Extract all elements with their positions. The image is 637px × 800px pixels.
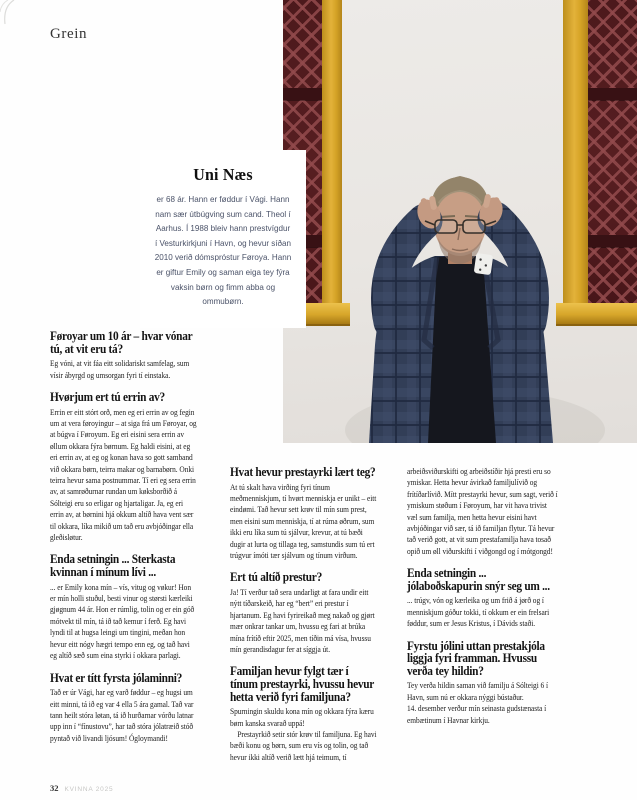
answer-paragraph: Tað er úr Vági, har eg varð føddur – eg hugsi um eitt minni, tá ið eg var 4 ella 5 ára gamal. Tað var tann heilt stóra løtan, tá ið hurðarnar vórðu latnar upp inn í “fínustovu”, har tað stóra jólatræið stóð pyntað við livandi ljósum! Ógloymandi! bbox=[50, 688, 194, 743]
portrait-photo bbox=[283, 0, 637, 443]
page-number: 32 bbox=[50, 783, 59, 793]
corner-ornament-icon bbox=[0, 0, 22, 26]
article-column-3 bbox=[407, 466, 559, 726]
article-section bbox=[50, 672, 198, 745]
question-heading: Familjan hevur fylgt tær í tínum prestayrki, hvussu hevur hetta verið fyri familjuna? bbox=[230, 664, 374, 704]
profile-name: Uni Næs bbox=[193, 165, 253, 184]
question-heading: Hvørjum ert tú errin av? bbox=[50, 390, 165, 404]
answer-paragraph: ... er Emily kona mín – vís, vitug og vøkur! Hon er mín holli stuðul, besti vinur og størsti kærleiki gjøgnum 44 ár. Hon er rúmlig, tolin og er ein góð mótvekt til mín, tá ið tað kemur í ferð. Eg havi lyndi til at hugsa leingi um tingini, meðan hon hevur eitt nógv hægri tempo enn eg, og tað havi eg altíð sæð sum eina styrki í okkara parlagi. bbox=[50, 582, 195, 661]
profile-bio: er 68 ár. Hann er føddur í Vági. Hann nam sær útbúgving sum cand. Theol í Aarhus. Í 1988 bleiv hann prestvígdur í Vesturkirkjuni í Havn, og hevur síðan 2010 verið dómspróstur Føroya. Hann er giftur Emily og saman eiga tey fýra vaksin børn og fimm abba og ommubørn. bbox=[154, 194, 292, 307]
profile-card bbox=[140, 150, 306, 328]
answer-paragraph: Ja! Tí verður tað sera undarligt at fara undir eitt nýtt tíðarskeið, har eg “bert” eri prestur í hjartanum. Eg havi fyrireikað meg nakað og gjørt mær onkrar tankar um, hvussu eg fari at brúka mína frítíð eftir 2025, men tíðin má vísa, hvussu mín gerandisdagur fer at síggja út. bbox=[230, 588, 375, 655]
man-adjusting-glasses bbox=[283, 0, 637, 443]
magazine-name: KVINNA 2025 bbox=[64, 786, 114, 793]
answer-paragraph: Eg vóni, at vit fáa eitt solidariskt samfelag, sum vísir ábyrgd og umsorgan fyri tí einstaka. bbox=[50, 359, 190, 380]
article-section bbox=[230, 665, 378, 763]
question-heading: Fyrstu jólini uttan prestakjóla liggja fyri framman. Hvussu verða tey hildin? bbox=[407, 638, 545, 678]
article-section bbox=[407, 567, 559, 629]
article-section bbox=[407, 640, 559, 726]
article-section bbox=[50, 391, 198, 543]
article-section bbox=[50, 553, 198, 661]
page-footer bbox=[50, 783, 113, 793]
article-column-2 bbox=[230, 466, 378, 763]
answer-paragraph: 14. desember verður mín seinasta gudstænasta í embætinum í Havnar kirkju. bbox=[407, 704, 547, 725]
answer-paragraph: arbeiðsviðurskifti og arbeiðstíðir hjá presti eru so ymiskar. Hetta hevur ávirkað familjulívið og frítíðarlívið. Mítt prestayrki hevur, sum sagt, verið í ymiskum støðum í Føroyum, har vit hava trivist væl sum familja, men hetta hevur eisini havt avbjóðingar við sær, tá ið familjan flytur. Tá hevur tað verið gott, at vit sum prestafamilja hava tosað opið um øll viðurskifti í viðgongd og í mótgongd! bbox=[407, 467, 558, 556]
article-section bbox=[230, 571, 378, 655]
answer-paragraph: Spurningin skuldu kona mín og okkara fýra kæru børn kanska svarað uppá! bbox=[230, 707, 374, 728]
answer-paragraph: Errin er eitt stórt orð, men eg eri errin av og fegin um at vera føroyingur – at siga frá um Føroyar, og at búgva í Føroyum. Eg eri eisini sera errin av øllum okkara fýra børnum. Eg haldi eisini, at eg eri errin av, at eg og konan hava so gott samband við okkara børn, teirra makar og barnabørn. Onki teirra hevur sama postnummar. Tí eri eg sera errin av, at samrøðurnar rundan um køksborðið á Sólteigi eru so erligar og hjartaligar. Ja, eg eri errin av, at børnini hjá okkum altíð hava vent sær til okkara, líka mikið um tað eru avbjóðingar ella gleðisløtur. bbox=[50, 407, 197, 543]
question-heading: Enda setningin ... jólaboðskapurin snýr seg um ... bbox=[407, 566, 550, 593]
answer-paragraph: Tey verða hildin saman við familju á Sólteigi 6 í Havn, sum nú er okkara nýggi bústaður. bbox=[407, 681, 549, 702]
article-column-1 bbox=[50, 330, 198, 744]
question-heading: Ert tú altíð prestur? bbox=[230, 570, 322, 585]
answer-paragraph: Prestayrkið setir stór krøv til familjuna. Eg havi bæði konu og børn, sum eru vís og tolin, og tað hevur ikki altíð verið lætt hjá teimum, tí bbox=[230, 730, 377, 762]
question-heading: Hvat hevur prestayrki lært teg? bbox=[230, 465, 376, 479]
answer-paragraph: ... trúgv, vón og kærleika og um frið á jørð og í menniskjum góður tokki, tí okkum er ein frelsari føddur, sum er Jesus Kristus, í Dávids staði. bbox=[407, 596, 550, 629]
article-section bbox=[230, 466, 378, 561]
answer-paragraph: At tú skalt hava virðing fyri tínum meðmenniskjum, tí hvørt menniskja er unikt – eitt eindømi. Tað hevur sett krøv til mín sum prest, men eisini sum menniskja, tí at rúma øðrum, sum ikki eru líka sum tú sjálvur, krevur, at tú bæði dugir at lurta og tillaga teg, samstundis sum tú ert trúgvur ímóti tær sjálvum og tínum virðum. bbox=[230, 482, 377, 561]
article-section bbox=[50, 330, 198, 381]
question-heading: Enda setningin ... Sterkasta kvinnan í mínum lívi ... bbox=[50, 552, 176, 580]
article-section bbox=[407, 466, 559, 557]
question-heading: Hvat er títt fyrsta jólaminni? bbox=[50, 670, 182, 685]
question-heading: Føroyar um 10 ár – hvar vónar tú, at vit eru tá? bbox=[50, 329, 193, 356]
section-label: Grein bbox=[50, 26, 88, 42]
